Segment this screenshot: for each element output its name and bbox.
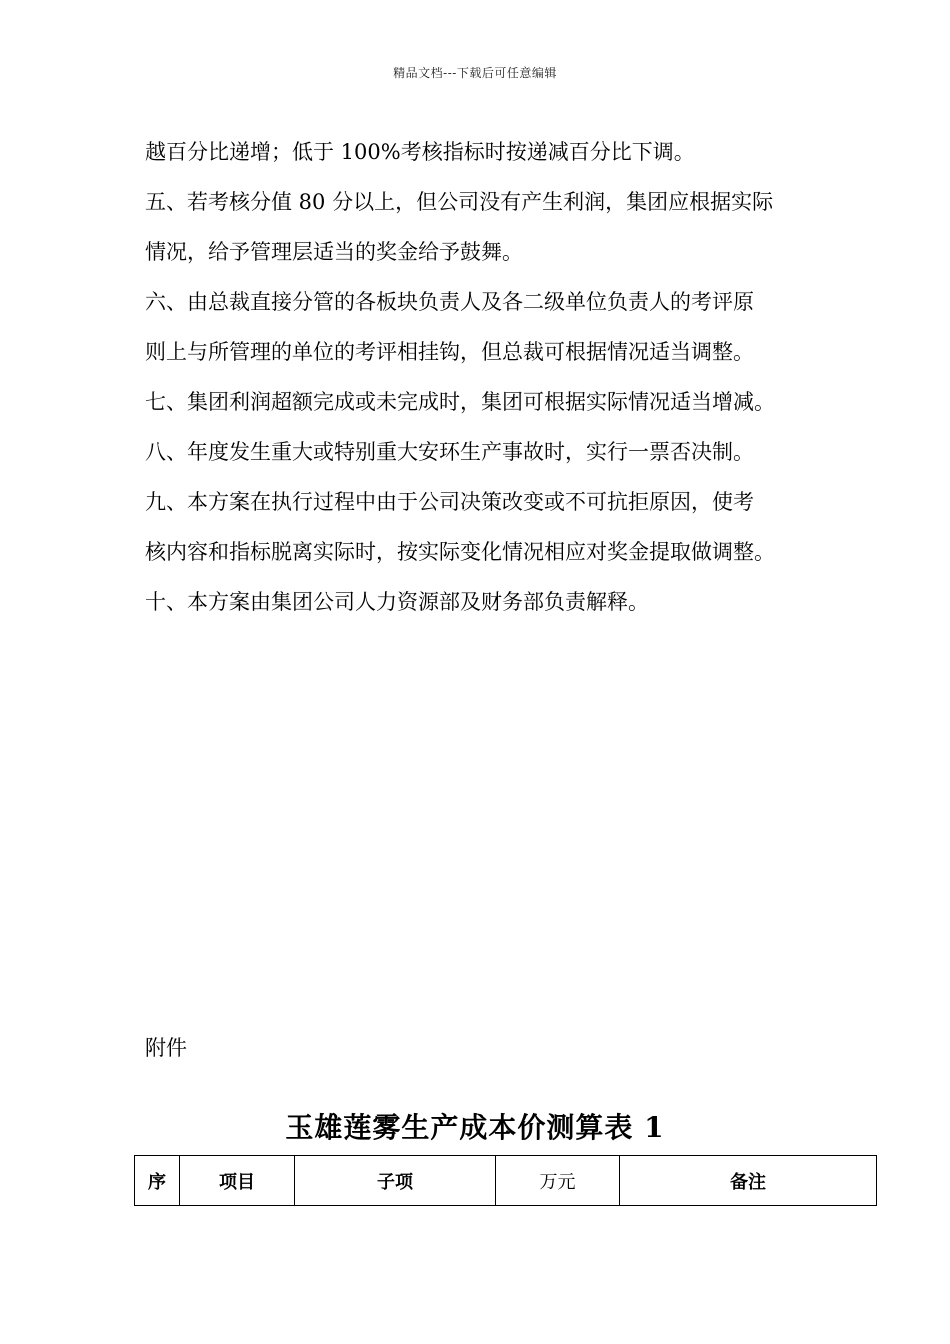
body-line-5: 则上与所管理的单位的考评相挂钩，但总裁可根据情况适当调整。 [145,340,754,364]
col-header-subitem: 子项 [295,1156,496,1206]
col-header-amount: 万元 [496,1156,620,1206]
body-line-1: 越百分比递增；低于 100%考核指标时按递减百分比下调。 [145,140,695,164]
col-header-item: 项目 [180,1156,295,1206]
body-line-4: 六、由总裁直接分管的各板块负责人及各二级单位负责人的考评原 [145,290,754,314]
body-line-6: 七、集团利润超额完成或未完成时，集团可根据实际情况适当增减。 [145,390,775,414]
body-line-8: 九、本方案在执行过程中由于公司决策改变或不可抗拒原因，使考 [145,490,754,514]
body-line-9: 核内容和指标脱离实际时，按实际变化情况相应对奖金提取做调整。 [145,540,775,564]
attachment-label: 附件 [145,1036,187,1060]
col-header-index: 序 [135,1156,180,1206]
body-line-7: 八、年度发生重大或特别重大安环生产事故时，实行一票否决制。 [145,440,754,464]
body-line-3: 情况，给予管理层适当的奖金给予鼓舞。 [145,240,523,264]
table-header-row [135,1156,877,1206]
table-title: 玉雄莲雾生产成本价测算表 1 [285,1111,665,1144]
body-line-10: 十、本方案由集团公司人力资源部及财务部负责解释。 [145,590,649,614]
cost-table [134,1155,877,1206]
page-header: 精品文档---下载后可任意编辑 [393,66,557,80]
col-header-remark: 备注 [620,1156,877,1206]
body-line-2: 五、若考核分值 80 分以上，但公司没有产生利润，集团应根据实际 [145,190,774,214]
